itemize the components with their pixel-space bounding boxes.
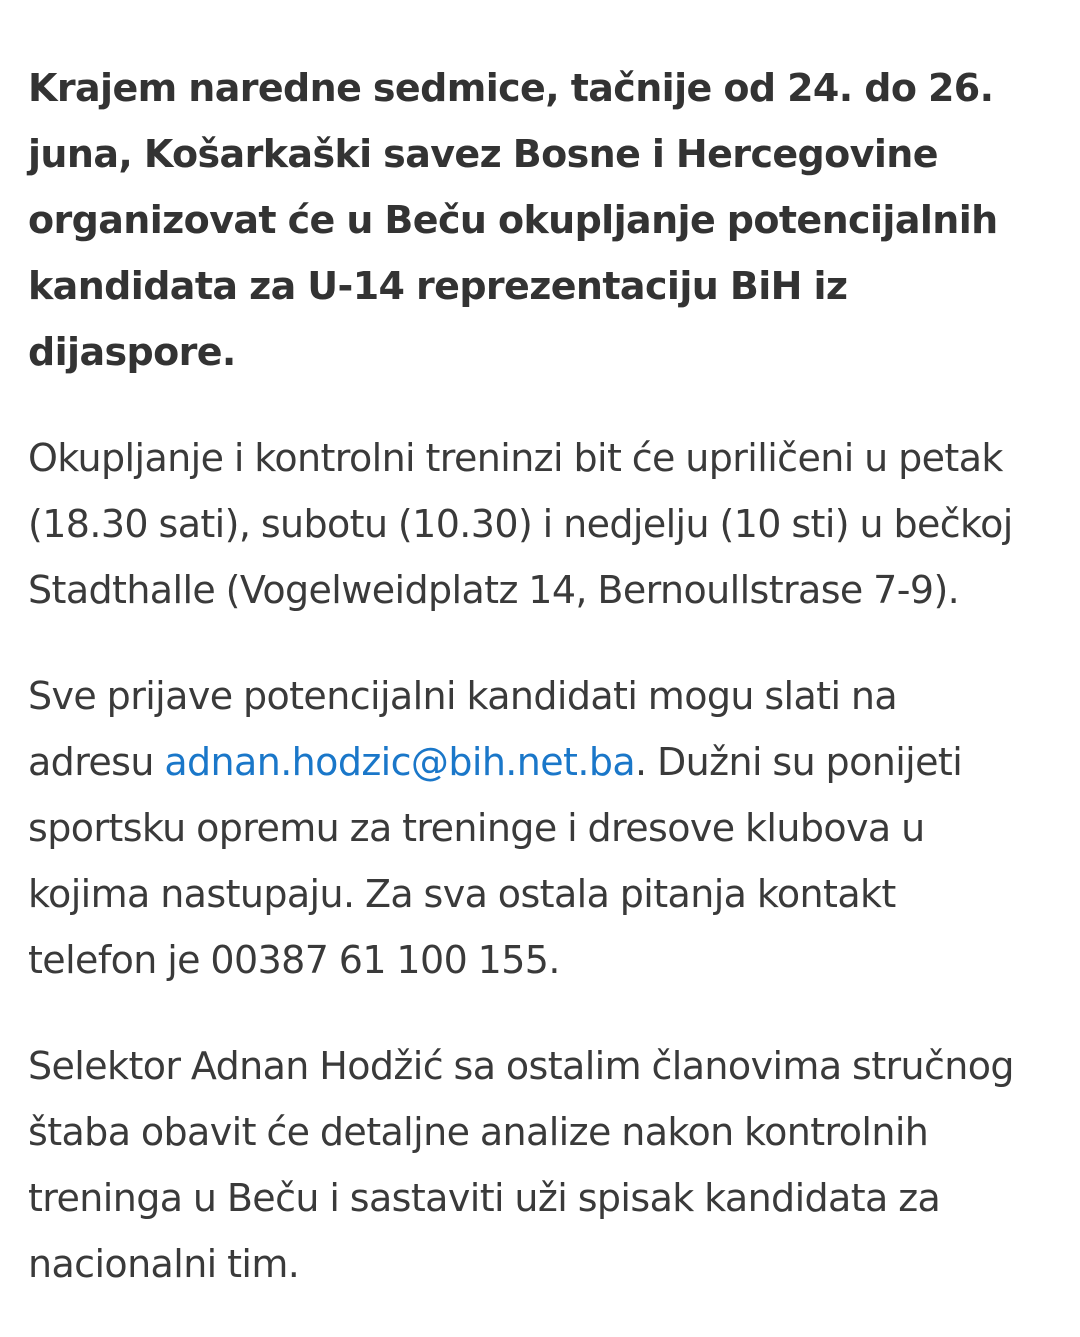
article-body — [28, 55, 1028, 1337]
article-lead-paragraph: Krajem naredne sedmice, tačnije od 24. do 26. juna, Košarkaški savez Bosne i Hercegovine organizovat će u Beču okupljanje potencijalnih kandidata za U-14 reprezentaciju BiH iz dijaspore. — [28, 66, 998, 374]
contact-text-after-email: . Dužni su ponijeti sportsku opremu za treninge i dresove klubova u kojima nastupaju. Za sva ostala pitanja kontakt telefon je 00387 61 100 155. — [28, 740, 963, 982]
article-paragraph-schedule: Okupljanje i kontrolni treninzi bit će upriličeni u petak (18.30 sati), subotu (10.30) i nedjelju (10 sti) u bečkoj Stadthalle (Vogelweidplatz 14, Bernoullstrase 7-9). — [28, 436, 1013, 612]
contact-text-before-email: Sve prijave potencijalni kandidati mogu slati na adresu — [28, 674, 898, 784]
email-link[interactable]: adnan.hodzic@bih.net.ba — [164, 740, 636, 784]
article-paragraph-contact — [28, 663, 1028, 993]
article-paragraph-selector: Selektor Adnan Hodžić sa ostalim članovima stručnog štaba obavit će detaljne analize nakon kontrolnih treninga u Beču i sastaviti uži spisak kandidata za nacionalni tim. — [28, 1044, 1014, 1286]
